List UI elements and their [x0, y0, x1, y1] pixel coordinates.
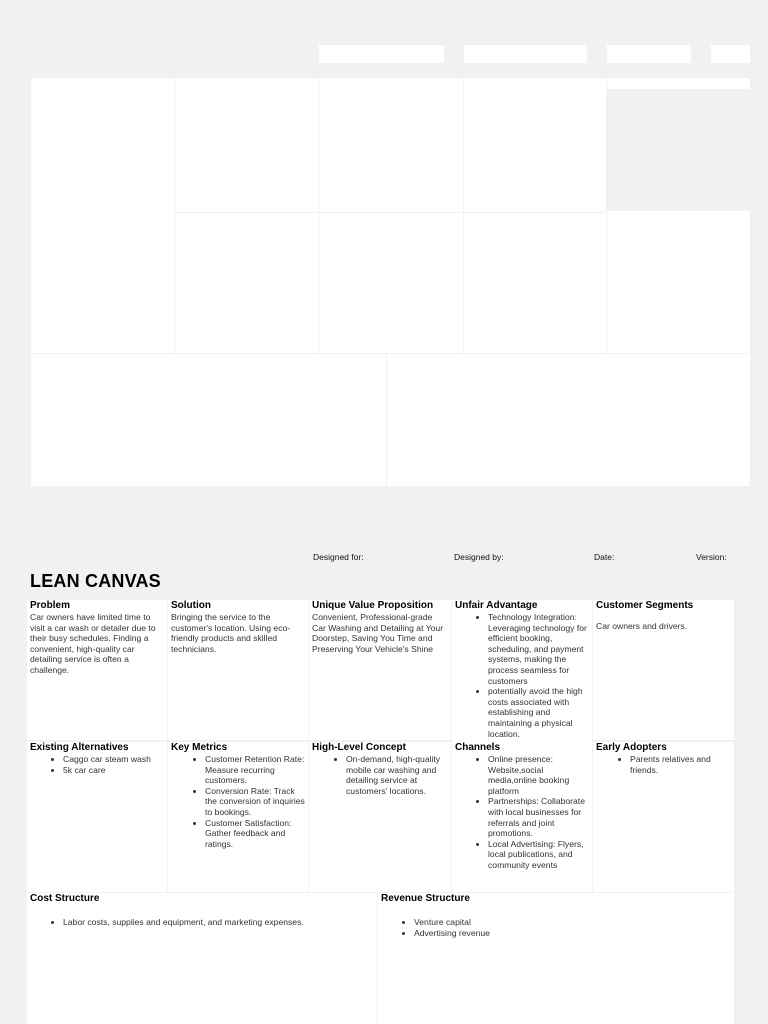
header-field-designed-for — [319, 45, 444, 63]
blank-cell-solution — [175, 78, 318, 212]
cell-solution — [168, 600, 308, 740]
cell-unfair-advantage — [452, 600, 592, 742]
existing-alternatives-list — [30, 754, 164, 775]
unfair-advantage-heading: Unfair Advantage — [455, 600, 538, 611]
cell-problem — [27, 600, 167, 740]
problem-heading: Problem — [30, 600, 71, 611]
list-item: • Conversion Rate: Track the conversion of inquiries to bookings. — [205, 786, 305, 818]
revenue-structure-list — [381, 917, 731, 938]
designed-by-label: Designed by: — [454, 552, 504, 562]
early-adopters-list — [596, 754, 731, 775]
high-level-concept-heading: High-Level Concept — [312, 742, 406, 753]
cell-existing-alternatives — [27, 742, 167, 892]
blank-cell-early-adopters — [607, 211, 750, 353]
list-item: • Venture capital — [414, 917, 731, 928]
channels-heading: Channels — [455, 742, 501, 753]
key-metrics-list — [171, 754, 305, 849]
blank-cell-unfair-advantage — [464, 78, 606, 212]
cell-cost-structure — [27, 893, 377, 1024]
header-field-designed-by — [464, 45, 587, 63]
unfair-advantage-list — [455, 612, 589, 739]
list-item: • Partnerships: Collaborate with local businesses for referrals and joint promotions. — [488, 796, 589, 838]
cell-revenue-structure — [378, 893, 734, 1024]
list-item: • Customer Satisfaction: Gather feedback and ratings. — [205, 818, 305, 850]
blank-cell-uvp — [319, 78, 463, 212]
blank-cell-high-level-concept — [319, 213, 463, 353]
early-adopters-heading: Early Adopters — [596, 742, 667, 753]
cell-channels — [452, 742, 592, 892]
cell-key-metrics — [168, 742, 308, 892]
list-item: • potentially avoid the high costs associated with establishing and maintaining a physical location. — [488, 686, 589, 739]
list-item: • Advertising revenue — [414, 928, 731, 939]
channels-list — [455, 754, 589, 871]
date-label: Date: — [594, 552, 615, 562]
list-item: • Parents relatives and friends. — [630, 754, 731, 775]
list-item: • Customer Retention Rate: Measure recurring customers. — [205, 754, 305, 786]
list-item: • Labor costs, supplies and equipment, and marketing expenses. — [63, 917, 374, 928]
cell-customer-segments — [593, 600, 734, 740]
high-level-concept-list — [312, 754, 448, 796]
cell-high-level-concept — [309, 742, 451, 892]
problem-text: Car owners have limited time to visit a car wash or detailer due to their busy schedules. Finding a convenient, high-quality car detailing service is often a challenge. — [30, 612, 156, 675]
solution-heading: Solution — [171, 600, 211, 611]
version-label: Version: — [696, 552, 727, 562]
customer-segments-text: Car owners and drivers. — [596, 621, 688, 631]
blank-cell-channels — [464, 213, 606, 353]
existing-alternatives-heading: Existing Alternatives — [30, 742, 129, 753]
blank-cell-customer-segments-strip — [607, 78, 750, 89]
header-field-date — [607, 45, 691, 63]
list-item: • On-demand, high-quality mobile car washing and detailing service at customers' locations. — [346, 754, 448, 796]
blank-cell-problem — [31, 78, 174, 353]
blank-cell-revenue-structure — [387, 354, 750, 486]
list-item: • Technology Integration: Leveraging technology for efficient booking, scheduling, and payment systems, making the process seamless for customers — [488, 612, 589, 686]
key-metrics-heading: Key Metrics — [171, 742, 228, 753]
uvp-heading: Unique Value Proposition — [312, 600, 434, 611]
customer-segments-heading: Customer Segments — [596, 600, 694, 611]
page-title: LEAN CANVAS — [30, 571, 161, 591]
list-item: • 5k car care — [63, 765, 164, 776]
list-item: • Caggo car steam wash — [63, 754, 164, 765]
blank-cell-cost-structure — [31, 354, 386, 486]
revenue-structure-heading: Revenue Structure — [381, 893, 470, 904]
uvp-text: Convenient, Professional-grade Car Washing and Detailing at Your Doorstep, Saving You Time and Preserving Your Vehicle's Shine — [312, 612, 444, 654]
list-item: • Online presence: Website,social media,online booking platform — [488, 754, 589, 796]
cell-early-adopters — [593, 742, 734, 892]
cell-uvp — [309, 600, 451, 740]
solution-text: Bringing the service to the customer's location. Using eco-friendly products and skilled technicians. — [171, 612, 291, 654]
designed-for-label: Designed for: — [313, 552, 364, 562]
blank-cell-key-metrics — [175, 213, 318, 353]
cost-structure-list — [30, 917, 374, 928]
cost-structure-heading: Cost Structure — [30, 893, 100, 904]
list-item: • Local Advertising: Flyers, local publications, and community events — [488, 839, 589, 871]
header-field-version — [711, 45, 750, 63]
